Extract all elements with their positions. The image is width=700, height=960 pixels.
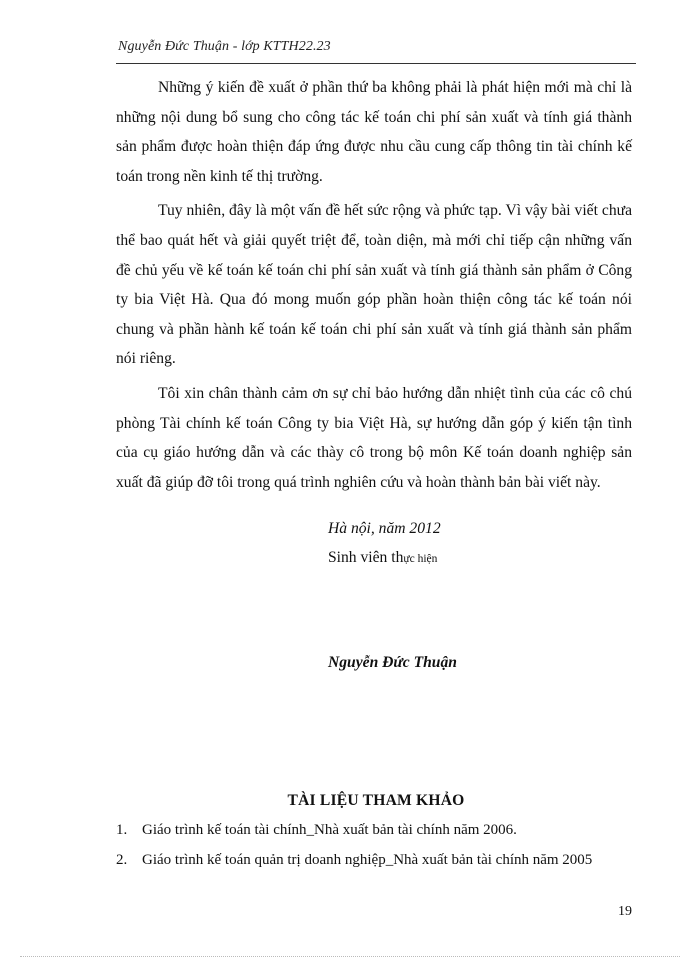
reference-number: 1. — [116, 822, 128, 838]
reference-number: 2. — [116, 852, 128, 868]
closing-role-small: ực hiện — [403, 553, 438, 565]
page-number: 19 — [618, 904, 632, 919]
paragraph-1: Những ý kiến đề xuất ở phần thứ ba không phải là phát hiện mới mà chỉ là những nội dung bổ sung cho công tác kế toán chi phí sản xuất và tính giá thành sản phẩm được hoàn thiện đáp ứng được nhu cầu cung cấp thông tin tài chính kế toán trong nền kinh tế thị trường. — [116, 79, 632, 185]
header-divider — [116, 63, 636, 64]
references-list — [116, 815, 636, 875]
reference-text: Giáo trình kế toán quản trị doanh nghiệp_Nhà xuất bản tài chính năm 2005 — [142, 852, 593, 868]
reference-text: Giáo trình kế toán tài chính_Nhà xuất bản tài chính năm 2006. — [142, 822, 517, 838]
signature-name: Nguyễn Đức Thuận — [328, 654, 457, 671]
running-header: Nguyễn Đức Thuận - lớp KTTH22.23 — [118, 39, 331, 54]
closing-place-date: Hà nội, năm 2012 — [328, 520, 441, 537]
body-text — [116, 73, 632, 502]
page-bottom-border — [20, 956, 680, 957]
reference-item — [116, 815, 636, 845]
references-title: TÀI LIỆU THAM KHẢO — [287, 792, 465, 809]
closing-role-main: Sinh viên th — [328, 549, 404, 566]
closing-role — [328, 549, 437, 567]
paragraph-2: Tuy nhiên, đây là một vấn đề hết sức rộng và phức tạp. Vì vậy bài viết chưa thể bao quát hết và giải quyết triệt để, toàn diện, mà mới chỉ tiếp cận những vấn đề chủ yếu về kế toán kế toán chi phí sản xuất và tính giá thành sản phẩm ở Công ty bia Việt Hà. Qua đó mong muốn góp phần hoàn thiện công tác kế toán nói chung và phần hành kế toán kế toán chi phí sản xuất và tính giá thành sản phẩm nói riêng. — [116, 202, 632, 368]
reference-item — [116, 845, 636, 875]
paragraph-3: Tôi xin chân thành cảm ơn sự chỉ bảo hướng dẫn nhiệt tình của các cô chú phòng Tài chính kế toán Công ty bia Việt Hà, sự hướng dẫn góp ý kiến tận tình của cụ giáo hướng dẫn và các thày cô trong bộ môn Kế toán doanh nghiệp sản xuất đã giúp đỡ tôi trong quá trình nghiên cứu và hoàn thành bản bài viết này. — [116, 384, 632, 491]
